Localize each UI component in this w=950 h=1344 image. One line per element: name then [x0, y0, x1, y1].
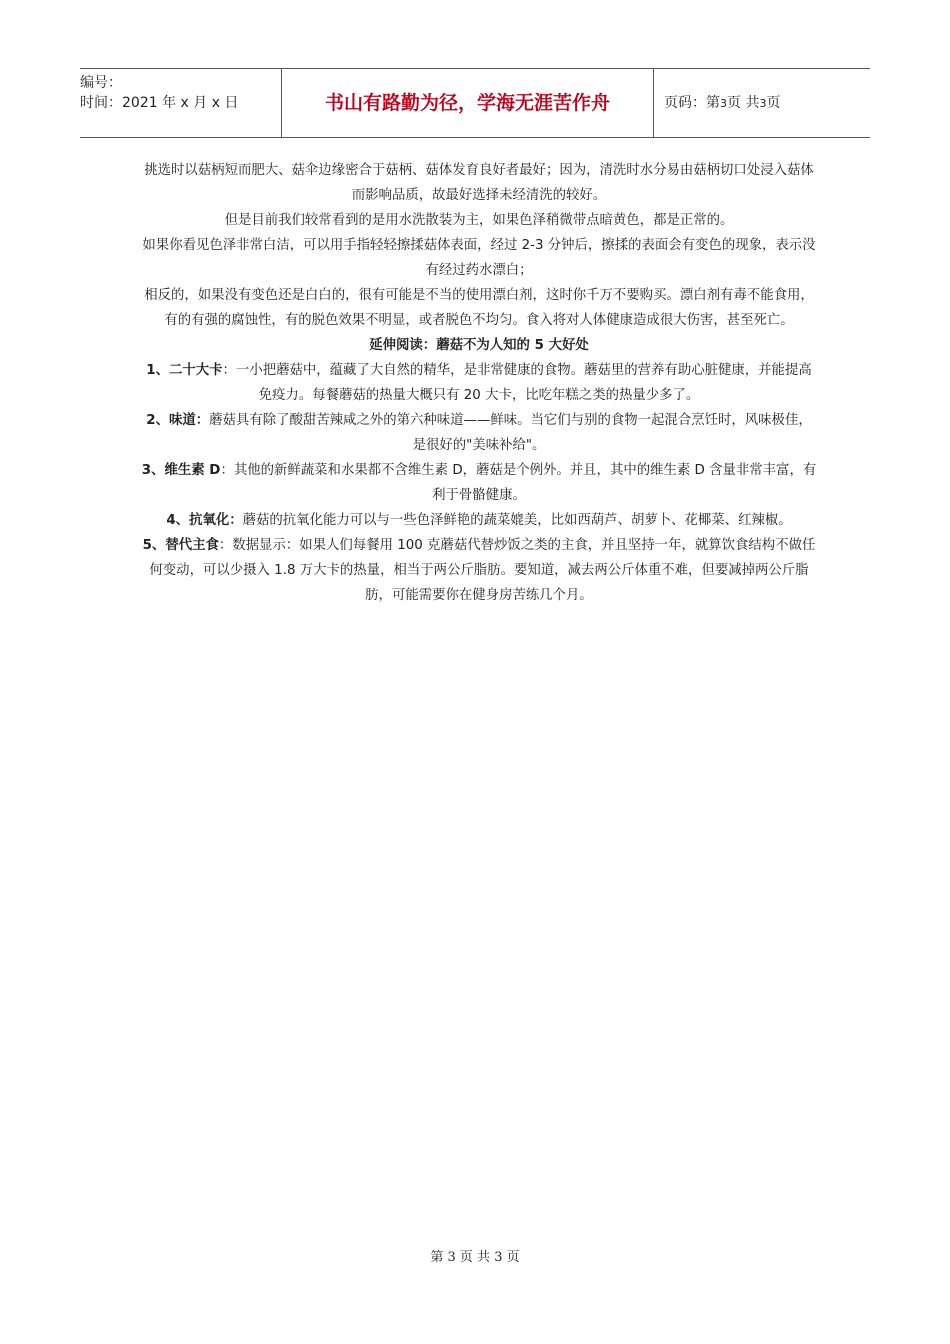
benefit-text: 蘑菇具有除了酸甜苦辣咸之外的第六种味道——鲜味。当它们与别的食物一起混合烹饪时，风味极佳，是很好的"美味补给"。: [209, 413, 812, 453]
benefit-text: ：数据显示：如果人们每餐用 100 克蘑菇代替炒饭之类的主食，并且坚持一年，就算饮食结构不做任何变动，可以少摄入 1.8 万大卡的热量，相当于两公斤脂肪。要知道，减去两公斤体重不难，但要减掉两公斤脂肪，可能需要你在健身房苦练几个月。: [149, 538, 816, 603]
page-header: [80, 68, 870, 138]
paragraph-white-check: 如果你看见色泽非常白洁，可以用手指轻轻擦揉菇体表面，经过 2-3 分钟后，擦揉的表面会有变色的现象，表示没有经过药水漂白；: [142, 238, 816, 278]
benefit-label: 1、二十大卡: [146, 363, 223, 378]
benefit-item: [140, 533, 818, 608]
paragraph-selection: 挑选时以菇柄短而肥大、菇伞边缘密合于菇柄、菇体发育良好者最好；因为，清洗时水分易由菇柄切口处浸入菇体而影响品质，故最好选择未经清洗的较好。: [144, 163, 814, 203]
number-label: 编号：: [80, 75, 122, 91]
benefit-item: [140, 508, 818, 533]
benefit-label: 5、替代主食: [142, 538, 219, 553]
page-total: 3: [759, 97, 767, 110]
page-footer: 第 3 页 共 3 页: [430, 1250, 520, 1265]
header-motto: 书山有路勤为径，学海无涯苦作舟: [282, 69, 654, 137]
header-page-info: [654, 69, 870, 137]
benefit-text: ：其他的新鲜蔬菜和水果都不含维生素 D，蘑菇是个例外。并且，其中的维生素 D 含量非常丰富，有利于骨骼健康。: [220, 463, 817, 503]
page-number: 3: [720, 97, 727, 110]
document-body: [140, 158, 818, 608]
benefit-text: ：一小把蘑菇中，蕴藏了大自然的精华，是非常健康的食物。蘑菇里的营养有助心脏健康，并能提高免疫力。每餐蘑菇的热量大概只有 20 大卡，比吃年糕之类的热量少多了。: [222, 363, 812, 403]
benefit-label: 4、抗氧化：: [166, 513, 243, 528]
benefit-label: 2、味道：: [146, 413, 210, 428]
benefit-item: [140, 358, 818, 408]
benefit-item: [140, 458, 818, 508]
page-mid: 页 共: [727, 95, 760, 111]
benefit-item: [140, 408, 818, 458]
page-label: 页码：第: [664, 95, 720, 111]
date-label: 时间：2021 年 x 月 x 日: [80, 95, 239, 111]
paragraph-bleach-warning: 相反的，如果没有变色还是白白的，很有可能是不当的使用漂白剂，这时你千万不要购买。漂白剂有毒不能食用，有的有强的腐蚀性，有的脱色效果不明显，或者脱色不均匀。食入将对人体健康造成很大伤害，甚至死亡。: [144, 288, 814, 328]
benefit-label: 3、维生素 D: [141, 463, 221, 478]
page-end: 页: [766, 95, 781, 111]
paragraph-washing: 但是目前我们较常看到的是用水洗散装为主，如果色泽稍微带点暗黄色，都是正常的。: [224, 213, 734, 228]
header-meta: [80, 69, 282, 137]
benefit-text: 蘑菇的抗氧化能力可以与一些色泽鲜艳的蔬菜媲美，比如西葫芦、胡萝卜、花椰菜、红辣椒。: [242, 513, 792, 528]
extended-reading-heading: 延伸阅读：蘑菇不为人知的 5 大好处: [369, 338, 589, 353]
